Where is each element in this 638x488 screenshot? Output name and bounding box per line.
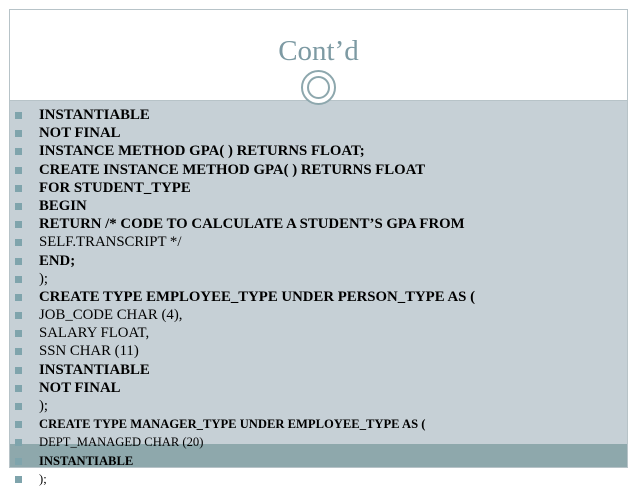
bullet-item xyxy=(4,288,604,306)
bullet-text: CREATE TYPE MANAGER_TYPE UNDER EMPLOYEE_TYPE AS ( xyxy=(39,417,426,432)
square-bullet-icon xyxy=(15,348,22,355)
bullet-text: NOT FINAL xyxy=(39,379,121,396)
square-bullet-icon xyxy=(15,330,22,337)
bullet-text: SSN CHAR (11) xyxy=(39,343,139,360)
square-bullet-icon xyxy=(15,203,22,210)
square-bullet-icon xyxy=(15,385,22,392)
bullet-text: NOT FINAL xyxy=(39,125,121,142)
square-bullet-icon xyxy=(15,258,22,265)
bullet-item xyxy=(4,361,604,379)
square-bullet-icon xyxy=(15,221,22,228)
bullet-item xyxy=(4,124,604,142)
bullet-text: CREATE INSTANCE METHOD GPA( ) RETURNS FLOAT xyxy=(39,161,426,178)
square-bullet-icon xyxy=(15,294,22,301)
bullet-item xyxy=(4,270,604,288)
bullet-item xyxy=(4,470,604,488)
bullet-list xyxy=(4,106,604,488)
bullet-text: ); xyxy=(39,471,47,486)
bullet-text: SELF.TRANSCRIPT */ xyxy=(39,234,182,251)
bullet-item xyxy=(4,397,604,415)
bullet-item xyxy=(4,415,604,433)
square-bullet-icon xyxy=(15,421,22,428)
bullet-text: DEPT_MANAGED CHAR (20) xyxy=(39,435,204,450)
square-bullet-icon xyxy=(15,312,22,319)
bullet-item xyxy=(4,142,604,160)
bullet-text: CREATE TYPE EMPLOYEE_TYPE UNDER PERSON_TYPE AS ( xyxy=(39,288,476,305)
square-bullet-icon xyxy=(15,476,22,483)
bullet-item xyxy=(4,179,604,197)
double-ring-divider-icon xyxy=(301,70,336,105)
square-bullet-icon xyxy=(15,239,22,246)
bullet-text: INSTANTIABLE xyxy=(39,453,134,468)
bullet-item xyxy=(4,106,604,124)
bullet-item xyxy=(4,342,604,360)
square-bullet-icon xyxy=(15,367,22,374)
bullet-item xyxy=(4,433,604,451)
square-bullet-icon xyxy=(15,130,22,137)
bullet-text: RETURN /* CODE TO CALCULATE A STUDENT’S GPA FROM xyxy=(39,216,465,233)
inner-ring xyxy=(307,76,330,99)
square-bullet-icon xyxy=(15,403,22,410)
bullet-text: INSTANCE METHOD GPA( ) RETURNS FLOAT; xyxy=(39,143,365,160)
bullet-text: ); xyxy=(39,398,49,414)
bullet-text: FOR STUDENT_TYPE xyxy=(39,179,191,196)
bullet-item xyxy=(4,252,604,270)
bullet-text: BEGIN xyxy=(39,197,87,214)
bullet-text: JOB_CODE CHAR (4), xyxy=(39,307,183,324)
square-bullet-icon xyxy=(15,112,22,119)
bullet-item xyxy=(4,215,604,233)
square-bullet-icon xyxy=(15,458,22,465)
square-bullet-icon xyxy=(15,276,22,283)
bullet-item xyxy=(4,379,604,397)
bullet-text: INSTANTIABLE xyxy=(39,107,150,123)
bullet-item xyxy=(4,324,604,342)
bullet-text: END; xyxy=(39,252,76,269)
bullet-item xyxy=(4,306,604,324)
bullet-item xyxy=(4,197,604,215)
square-bullet-icon xyxy=(15,148,22,155)
bullet-item xyxy=(4,233,604,251)
square-bullet-icon xyxy=(15,439,22,446)
slide-title: Cont’d xyxy=(278,35,359,67)
bullet-item xyxy=(4,161,604,179)
bullet-text: SALARY FLOAT, xyxy=(39,325,150,342)
bullet-text: ); xyxy=(39,270,49,287)
bullet-item xyxy=(4,452,604,470)
square-bullet-icon xyxy=(15,185,22,192)
bullet-text: INSTANTIABLE xyxy=(39,361,150,378)
square-bullet-icon xyxy=(15,167,22,174)
